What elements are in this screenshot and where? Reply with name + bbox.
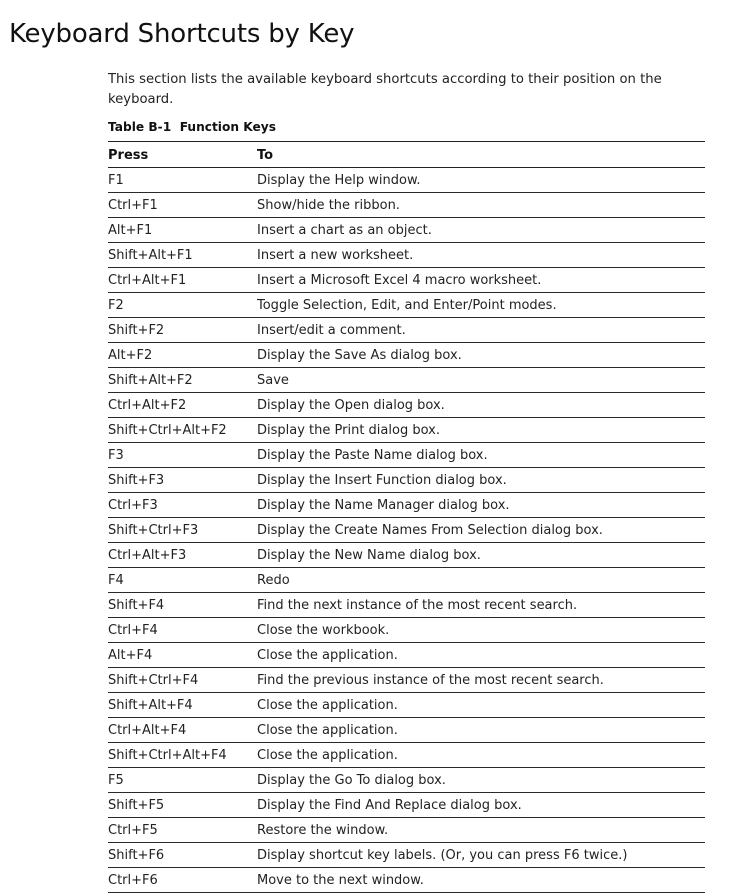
cell-press: Ctrl+Alt+F4 bbox=[108, 723, 187, 738]
table-caption: Table B-1 Function Keys bbox=[108, 120, 276, 134]
cell-action: Close the application. bbox=[257, 698, 398, 713]
table-row bbox=[108, 318, 705, 343]
table-row bbox=[108, 393, 705, 418]
table-row bbox=[108, 743, 705, 768]
table-row bbox=[108, 443, 705, 468]
cell-press: Shift+Ctrl+Alt+F4 bbox=[108, 748, 227, 763]
cell-action: Display the New Name dialog box. bbox=[257, 548, 481, 563]
cell-press: Shift+F3 bbox=[108, 473, 165, 488]
cell-press: Shift+Ctrl+F3 bbox=[108, 523, 199, 538]
table-row bbox=[108, 543, 705, 568]
header-to: To bbox=[257, 148, 274, 163]
cell-press: Ctrl+F4 bbox=[108, 623, 158, 638]
cell-press: Ctrl+Alt+F2 bbox=[108, 398, 187, 413]
table-row bbox=[108, 243, 705, 268]
cell-action: Display the Insert Function dialog box. bbox=[257, 473, 507, 488]
cell-action: Redo bbox=[257, 573, 290, 588]
cell-press: F5 bbox=[108, 773, 124, 788]
table-row bbox=[108, 468, 705, 493]
cell-action: Close the application. bbox=[257, 748, 398, 763]
cell-action: Display the Print dialog box. bbox=[257, 423, 440, 438]
cell-action: Show/hide the ribbon. bbox=[257, 198, 400, 213]
cell-press: Shift+Alt+F2 bbox=[108, 373, 193, 388]
cell-press: F3 bbox=[108, 448, 124, 463]
table-row bbox=[108, 718, 705, 743]
cell-press: Ctrl+F5 bbox=[108, 823, 158, 838]
cell-action: Toggle Selection, Edit, and Enter/Point modes. bbox=[257, 298, 557, 313]
table-row bbox=[108, 418, 705, 443]
header-press: Press bbox=[108, 148, 149, 163]
cell-press: Shift+Alt+F1 bbox=[108, 248, 193, 263]
cell-press: Ctrl+Alt+F1 bbox=[108, 273, 187, 288]
table-row bbox=[108, 518, 705, 543]
cell-press: Shift+Ctrl+Alt+F2 bbox=[108, 423, 227, 438]
table-row bbox=[108, 868, 705, 893]
cell-action: Display the Help window. bbox=[257, 173, 421, 188]
cell-press: Shift+F4 bbox=[108, 598, 165, 613]
cell-press: Ctrl+F1 bbox=[108, 198, 158, 213]
intro-paragraph: This section lists the available keyboard shortcuts according to their position on the keyboard. bbox=[108, 72, 662, 107]
cell-press: F4 bbox=[108, 573, 124, 588]
cell-action: Display the Go To dialog box. bbox=[257, 773, 446, 788]
cell-action: Close the workbook. bbox=[257, 623, 390, 638]
cell-action: Display the Paste Name dialog box. bbox=[257, 448, 488, 463]
table-row bbox=[108, 693, 705, 718]
table-header bbox=[108, 142, 705, 168]
table-row bbox=[108, 593, 705, 618]
cell-action: Display the Create Names From Selection dialog box. bbox=[257, 523, 603, 538]
cell-action: Display the Save As dialog box. bbox=[257, 348, 462, 363]
table-row bbox=[108, 193, 705, 218]
cell-press: Shift+Ctrl+F4 bbox=[108, 673, 199, 688]
cell-press: F2 bbox=[108, 298, 124, 313]
header-row bbox=[108, 142, 705, 168]
cell-press: Shift+F6 bbox=[108, 848, 165, 863]
cell-action: Insert a chart as an object. bbox=[257, 223, 432, 238]
cell-action: Display shortcut key labels. (Or, you can press F6 twice.) bbox=[257, 848, 628, 863]
cell-action: Insert a Microsoft Excel 4 macro worksheet. bbox=[257, 273, 542, 288]
cell-action: Close the application. bbox=[257, 723, 398, 738]
table-row bbox=[108, 568, 705, 593]
table-row bbox=[108, 793, 705, 818]
cell-action: Move to the next window. bbox=[257, 873, 424, 888]
cell-press: Shift+F2 bbox=[108, 323, 165, 338]
page-title: Keyboard Shortcuts by Key bbox=[9, 19, 355, 49]
cell-press: Ctrl+F6 bbox=[108, 873, 158, 888]
cell-action: Insert/edit a comment. bbox=[257, 323, 406, 338]
cell-press: F1 bbox=[108, 173, 124, 188]
table-row bbox=[108, 768, 705, 793]
table-row bbox=[108, 618, 705, 643]
table-row bbox=[108, 643, 705, 668]
cell-action: Find the previous instance of the most recent search. bbox=[257, 673, 604, 688]
table-row bbox=[108, 218, 705, 243]
cell-press: Alt+F4 bbox=[108, 648, 153, 663]
table-row bbox=[108, 293, 705, 318]
cell-press: Ctrl+F3 bbox=[108, 498, 158, 513]
cell-action: Restore the window. bbox=[257, 823, 389, 838]
cell-action: Close the application. bbox=[257, 648, 398, 663]
table-row bbox=[108, 493, 705, 518]
cell-press: Ctrl+Alt+F3 bbox=[108, 548, 187, 563]
cell-press: Alt+F1 bbox=[108, 223, 153, 238]
cell-action: Display the Find And Replace dialog box. bbox=[257, 798, 522, 813]
cell-press: Shift+F5 bbox=[108, 798, 165, 813]
table-row bbox=[108, 343, 705, 368]
cell-press: Shift+Alt+F4 bbox=[108, 698, 193, 713]
table-row bbox=[108, 168, 705, 193]
table-row bbox=[108, 818, 705, 843]
table-row bbox=[108, 368, 705, 393]
table-body bbox=[108, 168, 705, 893]
function-keys-table bbox=[108, 141, 705, 893]
cell-action: Display the Name Manager dialog box. bbox=[257, 498, 510, 513]
cell-action: Save bbox=[257, 373, 289, 388]
cell-action: Find the next instance of the most recent search. bbox=[257, 598, 578, 613]
cell-action: Insert a new worksheet. bbox=[257, 248, 414, 263]
table-row bbox=[108, 843, 705, 868]
table-row bbox=[108, 268, 705, 293]
cell-press: Alt+F2 bbox=[108, 348, 153, 363]
cell-action: Display the Open dialog box. bbox=[257, 398, 445, 413]
table-row bbox=[108, 668, 705, 693]
